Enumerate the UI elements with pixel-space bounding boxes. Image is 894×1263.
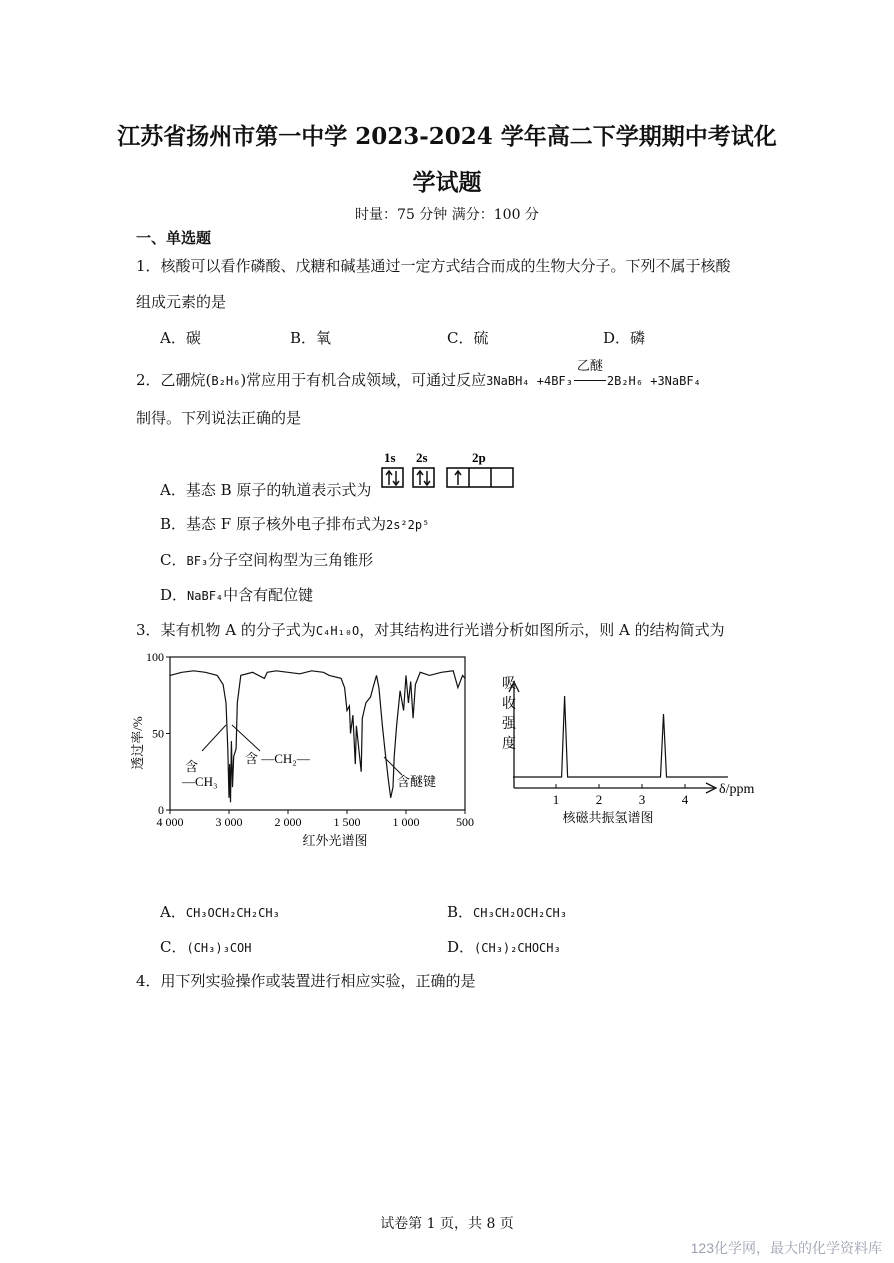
q2-option-a: A．基态 B 原子的轨道表示式为 (160, 481, 372, 499)
q1-option-d: D．磷 (603, 329, 646, 347)
ir-annot-han: 含 (185, 759, 199, 774)
ir-x-tick-label: 500 (456, 815, 474, 829)
q2-option-c-text: 分子空间构型为三角锥形 (208, 551, 374, 569)
q3-stem (136, 620, 725, 641)
q3-option-d-label: D． (447, 938, 475, 956)
nmr-chart-title: 核磁共振氢谱图 (562, 810, 654, 825)
watermark: 123化学网，最大的化学资料库 (690, 1240, 882, 1256)
nmr-axes (509, 682, 716, 793)
q2-stem-line1 (136, 359, 701, 391)
page-title-line2: 学试题 (412, 169, 482, 196)
q3-option-b-formula: CH₃CH₂OCH₂CH₃ (473, 906, 567, 920)
q2-option-b (160, 514, 429, 535)
ir-x-tick-label: 1 500 (333, 815, 361, 829)
q2-option-c-formula: BF₃ (186, 554, 209, 568)
q2-stem-line2: 制得。下列说法正确的是 (136, 409, 302, 427)
section-heading: 一、单选题 (136, 229, 212, 247)
q3-option-b-label: B． (447, 903, 474, 921)
orbital-diagram (380, 448, 520, 492)
ir-chart-title: 红外光谱图 (302, 833, 368, 848)
q3-option-c-formula: (CH₃)₃COH (186, 941, 252, 955)
q3-option-c (160, 937, 252, 958)
ir-y-tick-label: 100 (146, 650, 164, 664)
ir-spectrum-chart (130, 645, 480, 855)
ir-x-tick-label: 4 000 (156, 815, 184, 829)
q2-eq-right: 2B₂H₆ +3NaBF₄ (606, 374, 701, 388)
orbital-box-2s (413, 468, 434, 487)
q2-option-d-label: D． (160, 586, 188, 604)
q2-option-b-config: 2s²2p⁵ (385, 518, 430, 532)
q3-stem-b: ，对其结构进行光谱分析如图所示，则 A 的结构简式为 (359, 621, 725, 639)
q3-option-c-label: C． (160, 938, 187, 956)
nmr-x-label: δ/ppm (719, 782, 755, 797)
q2-option-d-text: 中含有配位键 (223, 586, 314, 604)
ir-x-tick-label: 1 000 (392, 815, 420, 829)
ir-annot-ether: 含醚键 (397, 774, 437, 789)
q1-option-b: B．氧 (290, 329, 332, 347)
q1-stem-line2: 组成元素的是 (136, 293, 227, 311)
nmr-y-label-3: 强 (502, 717, 516, 732)
q2-option-c-label: C． (160, 551, 187, 569)
q4-stem: 4．用下列实验操作或装置进行相应实验，正确的是 (136, 972, 476, 990)
q2-option-c (160, 550, 373, 571)
q1-option-c: C．硫 (447, 329, 489, 347)
q2-stem-b: )常应用于有机合成领域，可通过反应 (240, 371, 487, 389)
q2-option-d-formula: NaBF₄ (187, 589, 224, 603)
ir-y-label: 透过率/% (130, 716, 145, 770)
q2-option-b-text: B．基态 F 原子核外电子排布式为 (160, 515, 386, 533)
nmr-x-tick-label: 4 (681, 792, 689, 807)
q3-formula: C₄H₁₀O (315, 624, 360, 638)
q3-option-a-label: A． (160, 903, 186, 921)
nmr-y-label-4: 度 (502, 737, 516, 752)
q3-option-b (447, 902, 567, 923)
nmr-x-tick-label: 1 (552, 792, 560, 807)
q3-option-a (160, 902, 280, 923)
page-footer: 试卷第 1 页，共 8 页 (380, 1216, 514, 1232)
q2-option-d (160, 585, 313, 606)
ir-y-tick-label: 50 (152, 726, 164, 741)
q3-option-d (447, 937, 561, 958)
nmr-y-label-2: 收 (502, 697, 516, 712)
q3-option-a-formula: CH₃OCH₂CH₂CH₃ (185, 906, 280, 920)
nmr-y-label-1: 吸 (502, 677, 516, 692)
electron-arrows (386, 471, 461, 485)
q2-stem-a: 2．乙硼烷( (136, 371, 212, 389)
orbital-box-1s (382, 468, 403, 487)
orbital-label-2s: 2s (416, 450, 428, 465)
ir-x-tick-label: 2 000 (274, 815, 302, 829)
q1-stem-line1: 1．核酸可以看作磷酸、戊糖和碱基通过一定方式结合而成的生物大分子。下列不属于核酸 (136, 257, 731, 275)
orbital-box-2p (447, 468, 513, 487)
nmr-x-tick-label: 3 (638, 792, 646, 807)
q3-option-d-formula: (CH₃)₂CHOCH₃ (474, 941, 561, 955)
nmr-curve (513, 696, 728, 777)
q2-formula-b2h6: B₂H₆ (211, 374, 241, 388)
ir-y-tick-label: 0 (158, 803, 164, 817)
q1-option-a: A．碳 (160, 329, 201, 347)
ir-annot-ch3: —CH₃ (182, 774, 218, 789)
orbital-label-1s: 1s (384, 450, 396, 465)
exam-meta: 时量：75 分钟 满分：100 分 (355, 207, 539, 223)
ir-x-tick-label: 3 000 (215, 815, 243, 829)
nmr-x-tick-label: 2 (595, 792, 603, 807)
q2-eq-condition: 乙醚 (576, 359, 603, 374)
nmr-spectrum-chart (488, 672, 768, 832)
q2-eq-arrow (573, 359, 607, 390)
page-title: 江苏省扬州市第一中学 2023-2024 学年高二下学期期中考试化 (117, 123, 777, 150)
ir-annot-ch2: 含 —CH₂— (245, 751, 310, 766)
orbital-label-2p: 2p (472, 450, 486, 465)
q2-eq-left: 3NaBH₄ +4BF₃ (486, 374, 573, 388)
q3-stem-a: 3．某有机物 A 的分子式为 (136, 621, 316, 639)
